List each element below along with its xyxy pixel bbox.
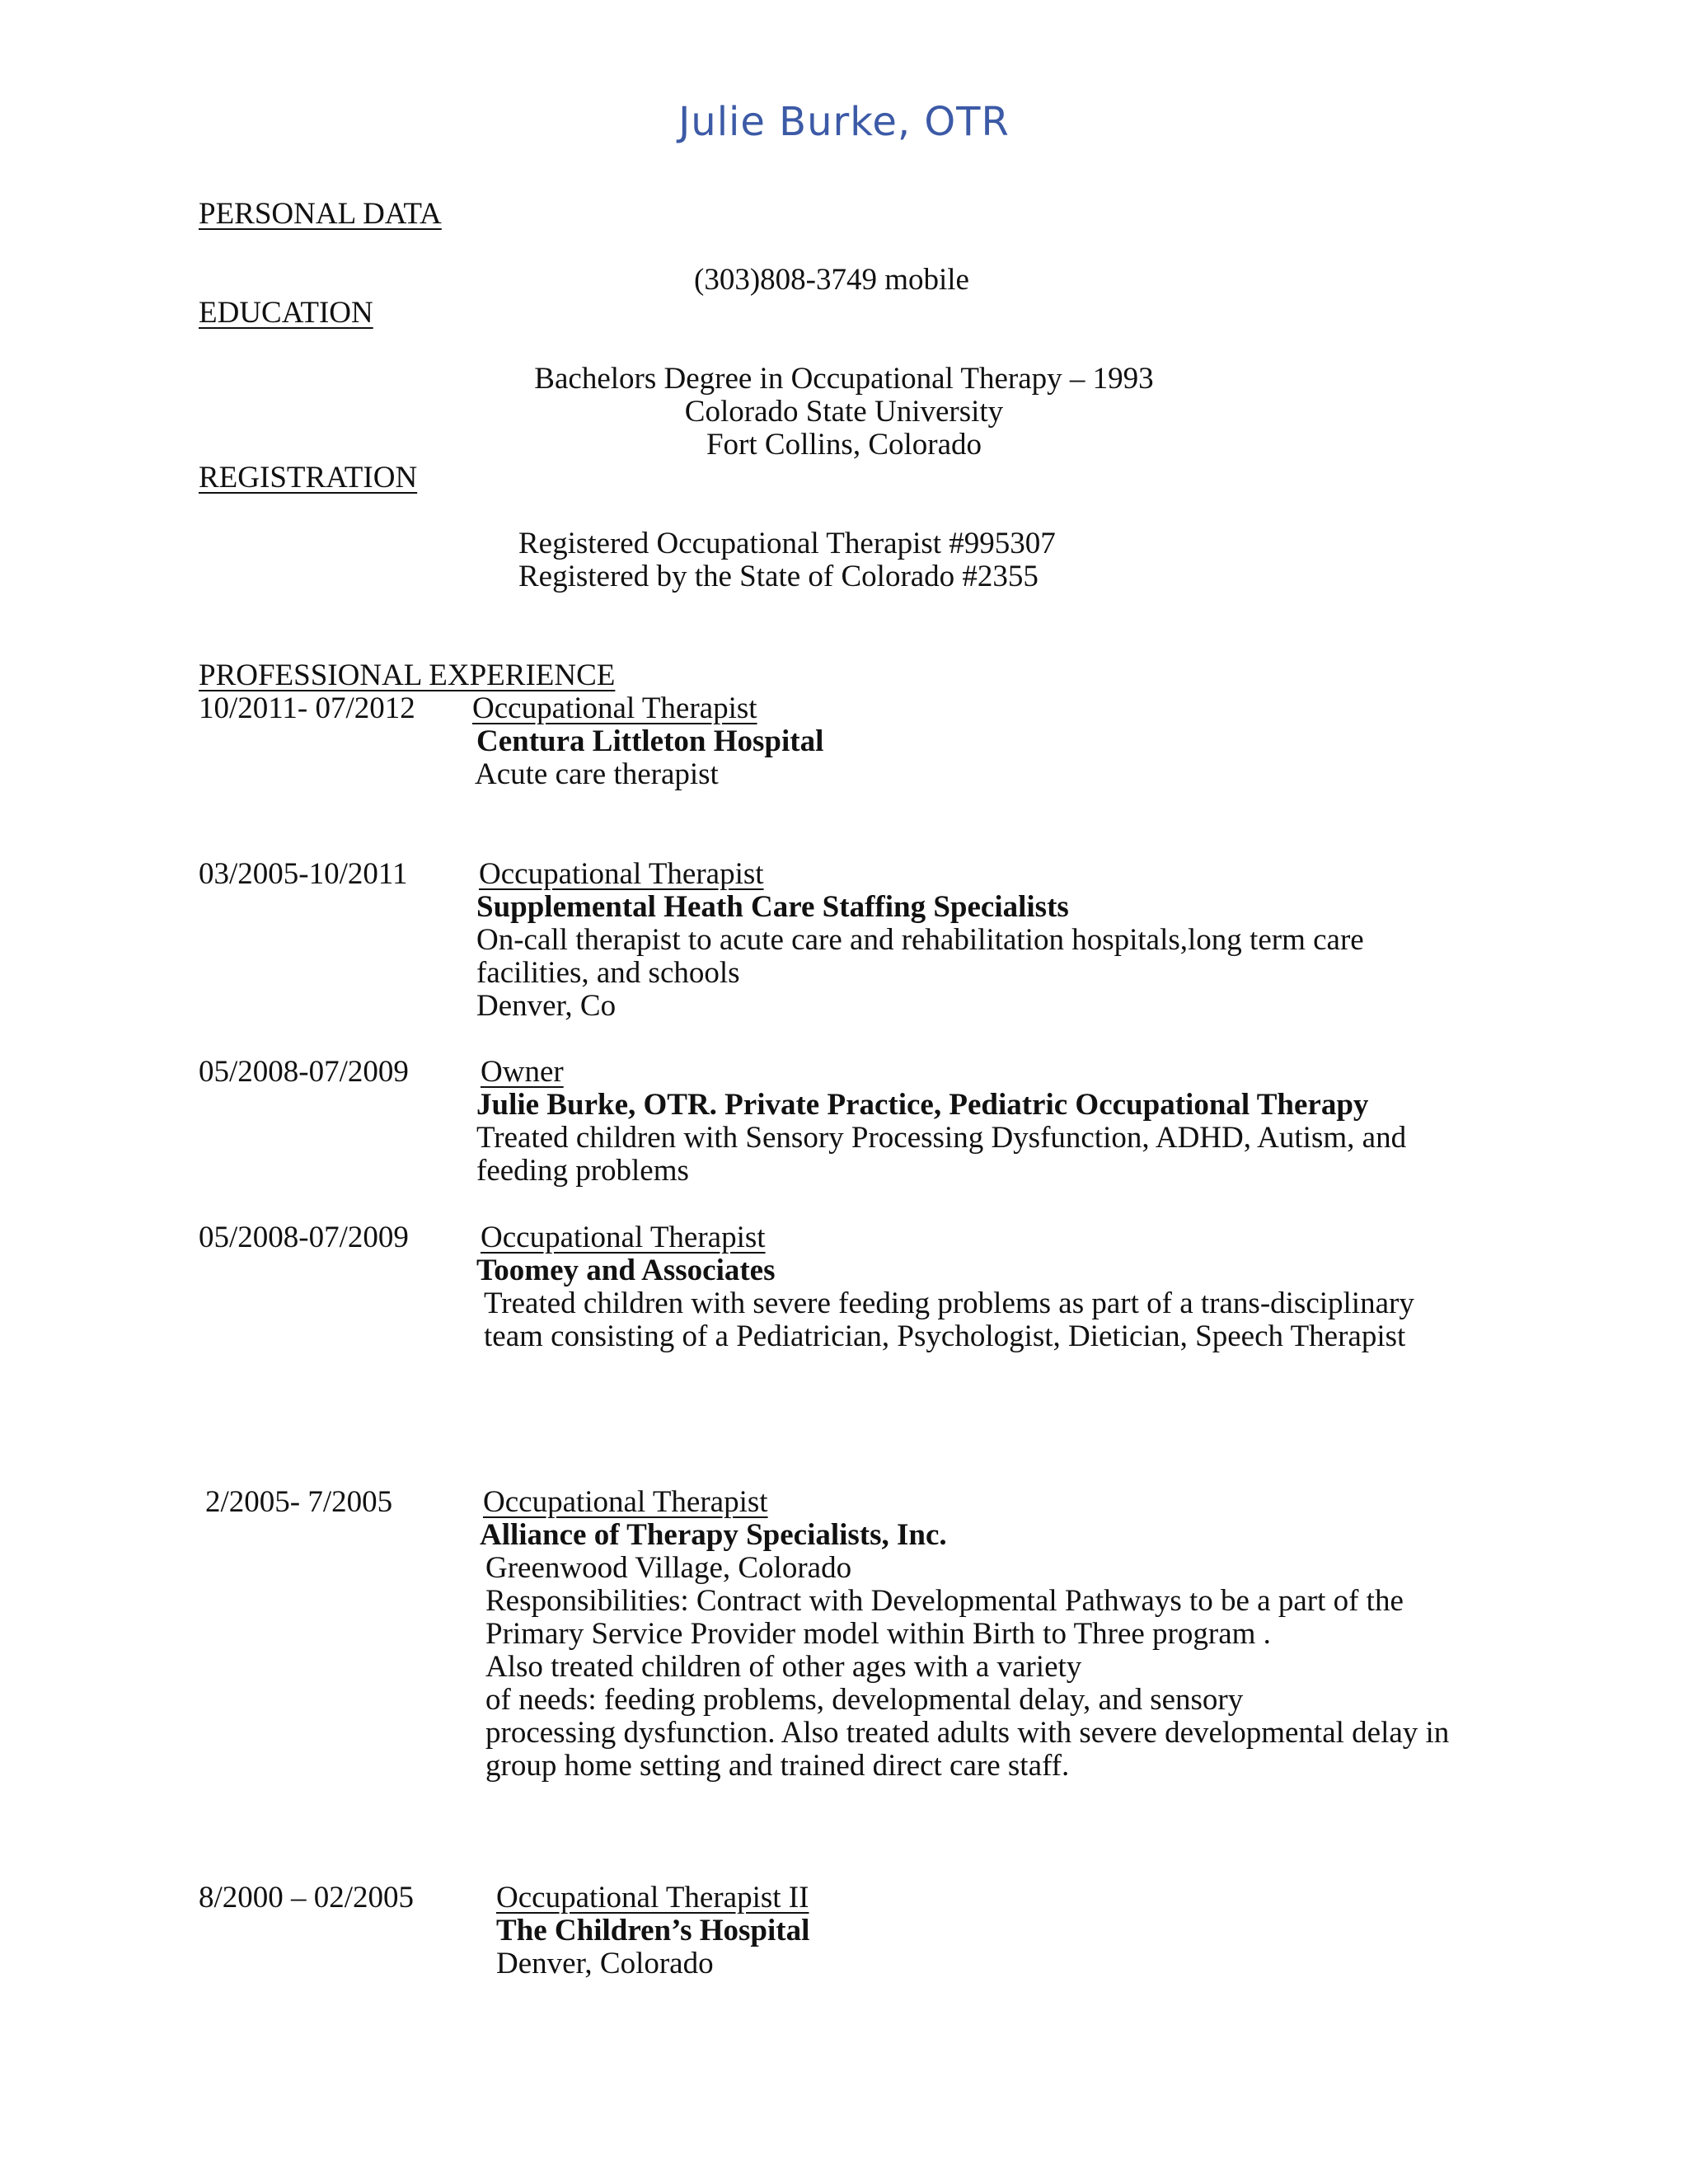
job-detail: feeding problems (476, 1154, 689, 1188)
job-employer: Supplemental Heath Care Staffing Specialists (476, 890, 1069, 924)
job-detail: Greenwood Village, Colorado (485, 1551, 852, 1585)
job-employer: Toomey and Associates (476, 1254, 776, 1287)
job-detail: processing dysfunction. Also treated adults with severe developmental delay in (485, 1716, 1450, 1750)
registration-line: Registered by the State of Colorado #2355 (518, 560, 1039, 593)
job-detail: group home setting and trained direct care staff. (485, 1749, 1070, 1783)
job-title: Occupational Therapist (483, 1485, 768, 1519)
job-detail: Also treated children of other ages with a variety (485, 1650, 1082, 1684)
job-employer: The Children’s Hospital (496, 1914, 810, 1947)
job-detail: Acute care therapist (475, 757, 719, 791)
job-detail: Responsibilities: Contract with Developmental Pathways to be a part of the (485, 1584, 1404, 1618)
job-detail: Treated children with severe feeding problems as part of a trans-disciplinary (484, 1286, 1414, 1320)
job-detail: Treated children with Sensory Processing Dysfunction, ADHD, Autism, and (476, 1121, 1407, 1155)
job-dates: 05/2008-07/2009 (199, 1221, 409, 1254)
job-detail: team consisting of a Pediatrician, Psychologist, Dietician, Speech Therapist (484, 1319, 1406, 1353)
education-location: Fort Collins, Colorado (706, 428, 982, 462)
job-dates: 10/2011- 07/2012 (199, 691, 415, 725)
education-school: Colorado State University (684, 395, 1004, 429)
registration-line: Registered Occupational Therapist #995307 (518, 527, 1056, 560)
job-dates: 03/2005-10/2011 (199, 857, 408, 891)
job-detail: Denver, Co (476, 989, 617, 1023)
job-title: Occupational Therapist (481, 1221, 766, 1254)
education-heading: EDUCATION (199, 296, 373, 330)
job-detail: Denver, Colorado (496, 1947, 714, 1980)
job-employer: Alliance of Therapy Specialists, Inc. (480, 1518, 947, 1552)
job-detail: of needs: feeding problems, developmental delay, and sensory (485, 1683, 1244, 1717)
job-title: Owner (481, 1055, 564, 1089)
personal-data-heading: PERSONAL DATA (199, 197, 442, 231)
registration-heading: REGISTRATION (199, 461, 418, 494)
job-employer: Centura Littleton Hospital (476, 724, 824, 758)
phone-number: (303)808-3749 mobile (694, 263, 969, 297)
job-dates: 05/2008-07/2009 (199, 1055, 409, 1089)
job-detail: Primary Service Provider model within Birth to Three program . (485, 1617, 1271, 1651)
job-detail: facilities, and schools (476, 956, 740, 990)
job-title: Occupational Therapist (472, 691, 757, 725)
job-dates: 2/2005- 7/2005 (205, 1485, 393, 1519)
resume-name: Julie Burke, OTR (678, 99, 1010, 145)
job-detail: On-call therapist to acute care and rehabilitation hospitals,long term care (476, 923, 1364, 957)
job-dates: 8/2000 – 02/2005 (199, 1881, 415, 1915)
job-title: Occupational Therapist II (496, 1881, 809, 1915)
education-degree: Bachelors Degree in Occupational Therapy – 1993 (534, 362, 1154, 396)
job-title: Occupational Therapist (479, 857, 764, 891)
experience-heading: PROFESSIONAL EXPERIENCE (199, 658, 616, 692)
job-employer: Julie Burke, OTR. Private Practice, Pediatric Occupational Therapy (476, 1088, 1369, 1122)
